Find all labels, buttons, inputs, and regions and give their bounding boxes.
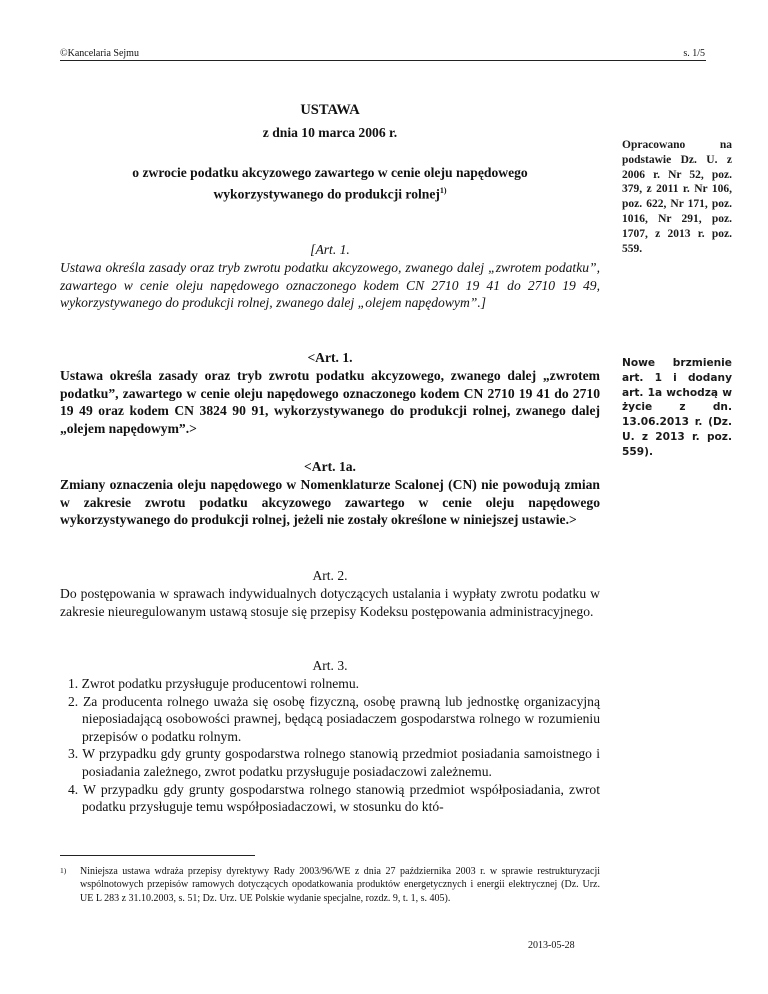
source-note: Opracowano na podstawie Dz. U. z 2006 r. Nr 52, poz. 379, z 2011 r. Nr 106, poz. 622, Nr 171, poz. 1016, Nr 291, poz. 1707, z 2013 r. poz. 559.: [622, 139, 732, 255]
footnote-ref: 1): [439, 185, 447, 195]
art1-new-heading: <Art. 1.: [307, 350, 353, 365]
act-date: z dnia 10 marca 2006 r.: [262, 125, 398, 140]
amendment-note: Nowe brzmienie art. 1 i dodany art. 1a wchodzą w życie z dn. 13.06.2013 r. (Dz. U. z 2013 r. poz. 559).: [622, 357, 732, 458]
art1-old-heading: [Art. 1.: [310, 242, 350, 257]
art3-heading: Art. 3.: [312, 658, 348, 673]
act-subject: [60, 164, 600, 203]
art1a-heading: <Art. 1a.: [304, 459, 356, 474]
art1a-text: Zmiany oznaczenia oleju napędowego w Nomenklaturze Scalonej (CN) nie powodują zmian w zakresie zwrotu podatku akcyzowego zawartego w cenie oleju napędowego wykorzystywanego do produkcji rolnej, jeżeli nie zostały określone w niniejszej ustawie.>: [60, 477, 600, 528]
art1-old-text: Ustawa określa zasady oraz tryb zwrotu podatku akcyzowego, zwanego dalej „zwrotem podatku”, zawartego w cenie oleju napędowego oznaczonego kodem CN 2710 19 41 do 2710 19 49, wykorzystywanego do produkcji rolnej, zwanego dalej „olejem napędowym”.]: [60, 260, 600, 311]
page-date: 2013-05-28: [528, 940, 575, 951]
act-subject-line2: [60, 182, 600, 203]
act-subject-line1: o zwrocie podatku akcyzowego zawartego w cenie oleju napędowego: [132, 165, 528, 180]
art3-item: 2. Za producenta rolnego uważa się osobę fizyczną, osobę prawną lub jednostkę organizacyjną nieposiadającą osobowości prawnej, będącą posiadaczem gospodarstwa rolnego w rozumieniu przepisów o podatku rolnym.: [68, 693, 600, 744]
art3-list: [60, 675, 600, 816]
footnote: [60, 865, 600, 905]
art3-item: 1. Zwrot podatku przysługuje producentowi rolnemu.: [68, 676, 360, 691]
act-subject-line2-text: wykorzystywanego do produkcji rolnej: [213, 186, 440, 202]
header-left: ©Kancelaria Sejmu: [60, 48, 139, 59]
footnote-mark: 1): [60, 866, 67, 875]
art1-new-text: Ustawa określa zasady oraz tryb zwrotu podatku akcyzowego, zwanego dalej „zwrotem podatku”, zawartego w cenie oleju napędowego oznaczonego kodem CN 2710 19 41 do 2710 19 49 oraz kodem CN 3824 90 91, wykorzystywanego do produkcji rolnej, zwanego dalej „olejem napędowym”.>: [60, 368, 600, 436]
footnote-text: Niniejsza ustawa wdraża przepisy dyrektywy Rady 2003/96/WE z dnia 27 października 2003 r. w sprawie restrukturyzacji wspólnotowych przepisów ramowych dotyczących opodatkowania produktów energetycznych i energii elektrycznej (Dz. Urz. UE L 283 z 31.10.2003, s. 51; Dz. Urz. UE Polskie wydanie specjalne, rozdz. 9, t. 1, s. 405).: [80, 866, 600, 904]
art3-item: 3. W przypadku gdy grunty gospodarstwa rolnego stanowią przedmiot posiadania samoistnego i posiadania zależnego, zwrot podatku przysługuje posiadaczowi zależnemu.: [68, 746, 600, 779]
art2-text: Do postępowania w sprawach indywidualnych dotyczących ustalania i wypłaty zwrotu podatku w zakresie nieuregulowanym ustawą stosuje się przepisy Kodeksu postępowania administracyjnego.: [60, 586, 600, 619]
act-type: USTAWA: [300, 102, 360, 118]
page-number: s. 1/5: [683, 48, 705, 59]
art2-heading: Art. 2.: [312, 568, 348, 583]
footnote-divider: [60, 855, 255, 856]
header-divider: [60, 60, 706, 61]
art3-item: 4. W przypadku gdy grunty gospodarstwa rolnego stanowią przedmiot współposiadania, zwrot podatku przysługuje temu współposiadaczowi, w stosunku do któ-: [68, 781, 600, 815]
